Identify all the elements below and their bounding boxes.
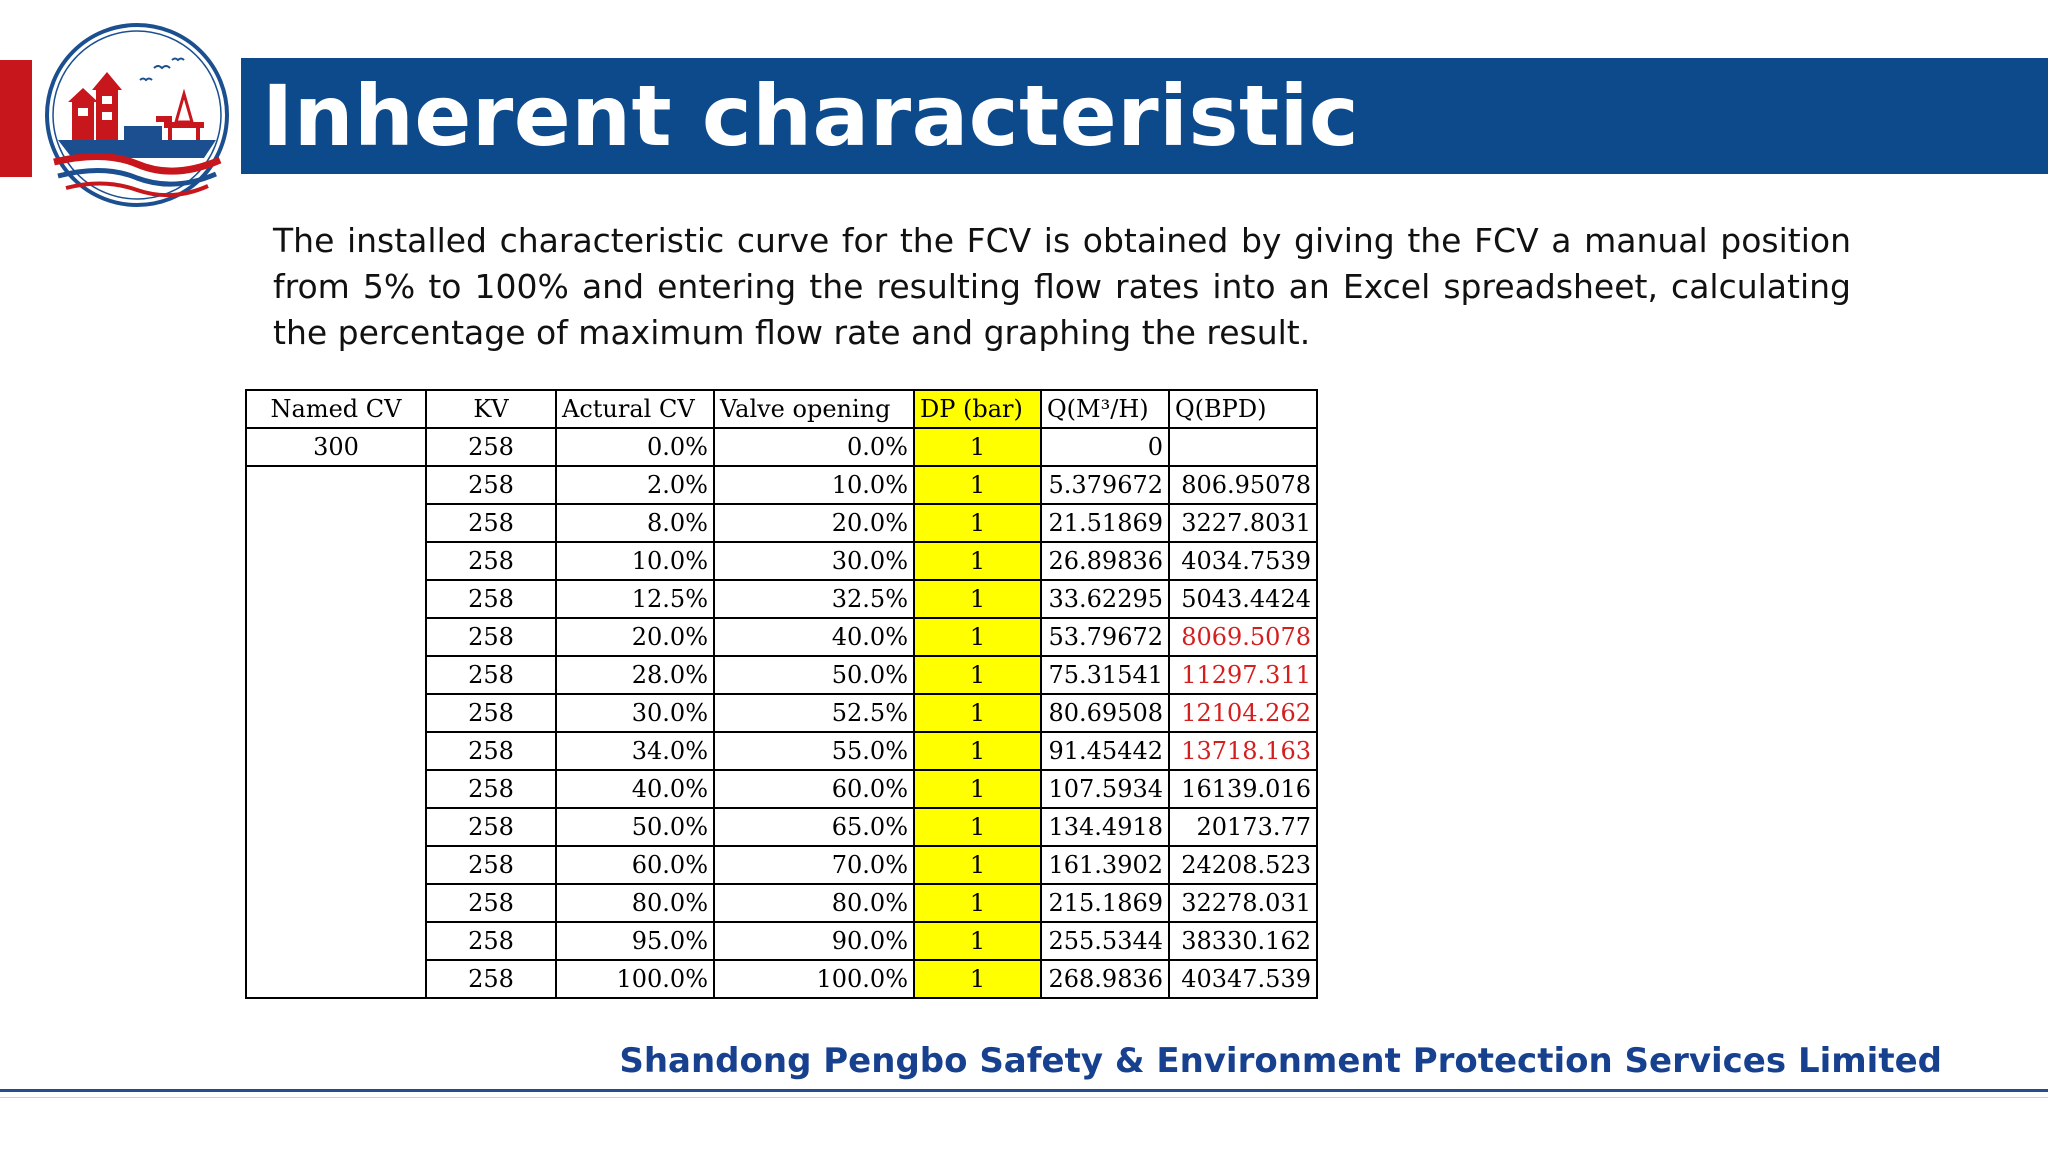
q-bpd-cell [1169, 428, 1317, 466]
dp-cell: 1 [914, 580, 1041, 618]
dp-cell: 1 [914, 960, 1041, 998]
q-m3h-cell: 0 [1041, 428, 1169, 466]
q-m3h-cell: 26.89836 [1041, 542, 1169, 580]
company-name-footer: Shandong Pengbo Safety & Environment Protection Services Limited [619, 1041, 1942, 1081]
kv-cell: 258 [426, 504, 556, 542]
q-m3h-cell: 21.51869 [1041, 504, 1169, 542]
q-bpd-cell: 4034.7539 [1169, 542, 1317, 580]
q-m3h-cell: 5.379672 [1041, 466, 1169, 504]
q-bpd-cell: 20173.77 [1169, 808, 1317, 846]
valve-opening-cell: 90.0% [714, 922, 914, 960]
actual-cv-cell: 95.0% [556, 922, 714, 960]
footer-divider-light [0, 1097, 2048, 1098]
slide-title: Inherent characteristic [262, 67, 1360, 165]
dp-cell: 1 [914, 770, 1041, 808]
q-m3h-cell: 75.31541 [1041, 656, 1169, 694]
kv-cell: 258 [426, 618, 556, 656]
named-cv-blank-cell [246, 466, 426, 998]
table-row [246, 428, 1317, 466]
actual-cv-cell: 20.0% [556, 618, 714, 656]
q-bpd-cell: 38330.162 [1169, 922, 1317, 960]
q-m3h-cell: 161.3902 [1041, 846, 1169, 884]
q-bpd-cell: 24208.523 [1169, 846, 1317, 884]
kv-cell: 258 [426, 960, 556, 998]
actual-cv-cell: 100.0% [556, 960, 714, 998]
dp-cell: 1 [914, 618, 1041, 656]
valve-opening-cell: 70.0% [714, 846, 914, 884]
q-bpd-cell: 40347.539 [1169, 960, 1317, 998]
q-bpd-cell: 3227.8031 [1169, 504, 1317, 542]
dp-cell: 1 [914, 428, 1041, 466]
q-bpd-cell: 16139.016 [1169, 770, 1317, 808]
q-bpd-cell: 13718.163 [1169, 732, 1317, 770]
named-cv-value: 300 [246, 428, 426, 466]
valve-opening-cell: 0.0% [714, 428, 914, 466]
q-m3h-cell: 255.5344 [1041, 922, 1169, 960]
kv-cell: 258 [426, 694, 556, 732]
valve-opening-cell: 100.0% [714, 960, 914, 998]
actual-cv-cell: 28.0% [556, 656, 714, 694]
actual-cv-cell: 0.0% [556, 428, 714, 466]
kv-cell: 258 [426, 542, 556, 580]
valve-opening-cell: 55.0% [714, 732, 914, 770]
valve-opening-cell: 80.0% [714, 884, 914, 922]
table-body [246, 428, 1317, 998]
valve-data-table [245, 389, 1318, 999]
q-bpd-cell: 32278.031 [1169, 884, 1317, 922]
header-dp: DP (bar) [914, 390, 1041, 428]
kv-cell: 258 [426, 466, 556, 504]
actual-cv-cell: 8.0% [556, 504, 714, 542]
dp-cell: 1 [914, 846, 1041, 884]
actual-cv-cell: 12.5% [556, 580, 714, 618]
dp-cell: 1 [914, 808, 1041, 846]
kv-cell: 258 [426, 922, 556, 960]
header-kv: KV [426, 390, 556, 428]
valve-opening-cell: 60.0% [714, 770, 914, 808]
dp-cell: 1 [914, 922, 1041, 960]
q-bpd-cell: 11297.311 [1169, 656, 1317, 694]
q-bpd-cell: 12104.262 [1169, 694, 1317, 732]
q-m3h-cell: 80.69508 [1041, 694, 1169, 732]
q-m3h-cell: 107.5934 [1041, 770, 1169, 808]
kv-cell: 258 [426, 884, 556, 922]
header-q-m3h: Q(M³/H) [1041, 390, 1169, 428]
valve-opening-cell: 65.0% [714, 808, 914, 846]
dp-cell: 1 [914, 504, 1041, 542]
kv-cell: 258 [426, 428, 556, 466]
valve-opening-cell: 30.0% [714, 542, 914, 580]
q-bpd-cell: 806.95078 [1169, 466, 1317, 504]
table-row [246, 466, 1317, 504]
actual-cv-cell: 2.0% [556, 466, 714, 504]
valve-opening-cell: 52.5% [714, 694, 914, 732]
actual-cv-cell: 10.0% [556, 542, 714, 580]
dp-cell: 1 [914, 466, 1041, 504]
kv-cell: 258 [426, 808, 556, 846]
actual-cv-cell: 60.0% [556, 846, 714, 884]
kv-cell: 258 [426, 656, 556, 694]
dp-cell: 1 [914, 694, 1041, 732]
intro-paragraph: The installed characteristic curve for the FCV is obtained by giving the FCV a manual position from 5% to 100% and entering the resulting flow rates into an Excel spreadsheet, calculating the percentage of maximum flow rate and graphing the result. [273, 221, 1851, 352]
q-bpd-cell: 5043.4424 [1169, 580, 1317, 618]
header-valve-opening: Valve opening [714, 390, 914, 428]
logo-emblem-icon [44, 22, 230, 208]
actual-cv-cell: 80.0% [556, 884, 714, 922]
valve-opening-cell: 10.0% [714, 466, 914, 504]
footer-divider [0, 1089, 2048, 1092]
dp-cell: 1 [914, 884, 1041, 922]
valve-opening-cell: 32.5% [714, 580, 914, 618]
dp-cell: 1 [914, 542, 1041, 580]
q-m3h-cell: 215.1869 [1041, 884, 1169, 922]
company-logo [44, 22, 230, 208]
q-m3h-cell: 91.45442 [1041, 732, 1169, 770]
q-bpd-cell: 8069.5078 [1169, 618, 1317, 656]
kv-cell: 258 [426, 770, 556, 808]
actual-cv-cell: 40.0% [556, 770, 714, 808]
dp-cell: 1 [914, 732, 1041, 770]
dp-cell: 1 [914, 656, 1041, 694]
valve-opening-cell: 40.0% [714, 618, 914, 656]
header-named-cv: Named CV [246, 390, 426, 428]
q-m3h-cell: 33.62295 [1041, 580, 1169, 618]
red-accent-tab [0, 60, 32, 177]
q-m3h-cell: 134.4918 [1041, 808, 1169, 846]
kv-cell: 258 [426, 846, 556, 884]
valve-opening-cell: 50.0% [714, 656, 914, 694]
q-m3h-cell: 268.9836 [1041, 960, 1169, 998]
valve-opening-cell: 20.0% [714, 504, 914, 542]
kv-cell: 258 [426, 732, 556, 770]
actual-cv-cell: 30.0% [556, 694, 714, 732]
kv-cell: 258 [426, 580, 556, 618]
actual-cv-cell: 50.0% [556, 808, 714, 846]
table-header-row [246, 390, 1317, 428]
header-actual-cv: Actural CV [556, 390, 714, 428]
q-m3h-cell: 53.79672 [1041, 618, 1169, 656]
actual-cv-cell: 34.0% [556, 732, 714, 770]
header-q-bpd: Q(BPD) [1169, 390, 1317, 428]
